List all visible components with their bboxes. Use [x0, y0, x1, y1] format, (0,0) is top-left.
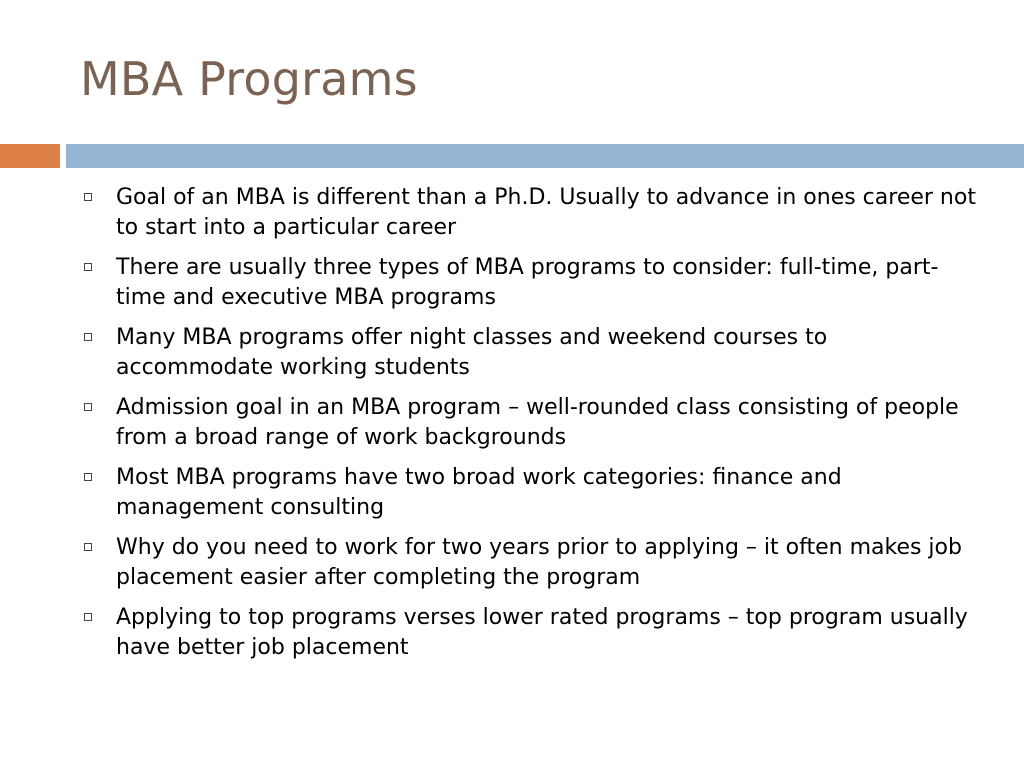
square-bullet-icon [84, 333, 92, 341]
square-bullet-icon [84, 543, 92, 551]
bullet-text: Admission goal in an MBA program – well-rounded class consisting of people from a broad range of work backgrounds [116, 395, 959, 450]
square-bullet-icon [84, 263, 92, 271]
bullet-text: Goal of an MBA is different than a Ph.D. Usually to advance in ones career not to start into a particular career [116, 185, 976, 240]
bullet-list [84, 183, 984, 673]
bullet-item [84, 533, 984, 593]
bullet-item [84, 463, 984, 523]
square-bullet-icon [84, 613, 92, 621]
bullet-item [84, 253, 984, 313]
bullet-text: There are usually three types of MBA programs to consider: full-time, part-time and executive MBA programs [116, 255, 939, 310]
square-bullet-icon [84, 403, 92, 411]
accent-bar-orange [0, 144, 60, 168]
bullet-item [84, 603, 984, 663]
bullet-item [84, 393, 984, 453]
square-bullet-icon [84, 473, 92, 481]
bullet-text: Applying to top programs verses lower rated programs – top program usually have better job placement [116, 605, 968, 660]
bullet-text: Why do you need to work for two years prior to applying – it often makes job placement easier after completing the program [116, 535, 962, 590]
bullet-text: Most MBA programs have two broad work categories: finance and management consulting [116, 465, 842, 520]
slide-title: MBA Programs [80, 52, 418, 106]
bullet-item [84, 183, 984, 243]
bullet-text: Many MBA programs offer night classes and weekend courses to accommodate working students [116, 325, 828, 380]
accent-bar-blue [66, 144, 1024, 168]
bullet-item [84, 323, 984, 383]
square-bullet-icon [84, 193, 92, 201]
